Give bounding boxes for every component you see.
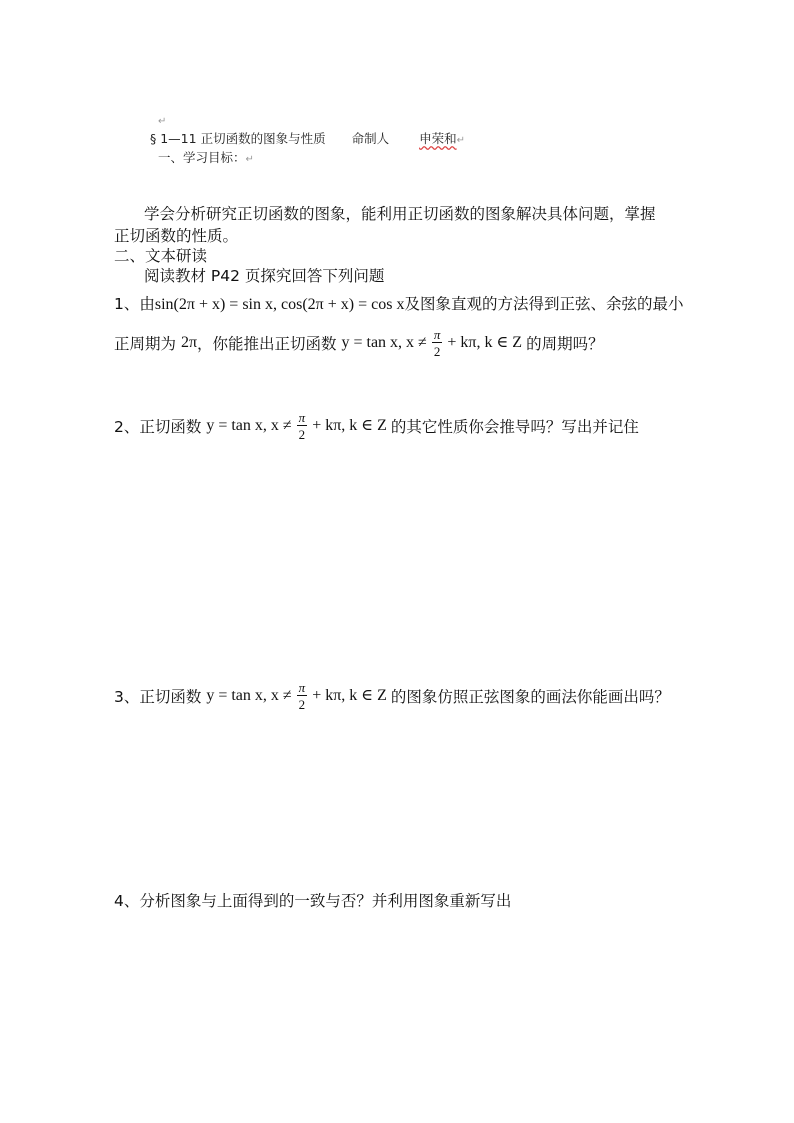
tan-def-tail: + kπ, k ∈ Z xyxy=(312,686,387,704)
fraction-numerator: π xyxy=(298,410,306,425)
question-1-line-2 xyxy=(114,328,604,358)
q1-prefix: 1、由 xyxy=(114,295,155,313)
q2-prefix: 2、正切函数 xyxy=(114,418,202,436)
paragraph-mark: ↵ xyxy=(456,135,465,146)
q1-line2-suffix: 的周期吗？ xyxy=(526,335,604,353)
fraction-numerator: π xyxy=(298,680,306,695)
tan-def-tail: + kπ, k ∈ Z xyxy=(312,416,387,434)
objectives-heading-text: 一、学习目标： xyxy=(158,150,246,165)
tan-def-lead: y = tan x, x ≠ xyxy=(341,333,427,351)
q1-line2-mid: ，你能推出正切函数 xyxy=(197,335,337,353)
question-1-line-1 xyxy=(114,292,683,314)
two-pi: 2π xyxy=(180,334,198,351)
paragraph-mark: ↵ xyxy=(245,154,254,165)
q3-suffix: 的图象仿照正弦图象的画法你能画出吗？ xyxy=(390,688,670,706)
pi-over-two-fraction xyxy=(297,411,308,441)
question-3 xyxy=(114,681,670,711)
objectives-line-2: 正切函数的性质。 xyxy=(114,227,239,245)
objectives-line-1: 学会分析研究正切函数的图象，能利用正切函数的图象解决具体问题，掌握 xyxy=(144,205,656,223)
q1-mid: 及图象直观 xyxy=(404,295,482,313)
pi-over-two-fraction xyxy=(432,328,443,358)
header-title: 1—11 正切函数的图象与性质 xyxy=(160,131,326,146)
tan-def-lead: y = tan x, x ≠ xyxy=(206,416,292,434)
fraction-denominator: 2 xyxy=(298,427,306,442)
q2-suffix: 的其它性质你会推导吗？写出并记住 xyxy=(390,418,639,436)
q1-suffix: 的方法得到正弦、余弦的最小 xyxy=(481,295,684,313)
fraction-denominator: 2 xyxy=(433,344,441,359)
pi-over-two-fraction xyxy=(297,681,308,711)
q1-line2-prefix: 正周期为 xyxy=(114,335,177,353)
sin-cos-identity: sin(2π + x) = sin x, cos(2π + x) = cos x xyxy=(154,296,405,313)
question-2 xyxy=(114,411,639,441)
tan-def-lead: y = tan x, x ≠ xyxy=(206,686,292,704)
objectives-heading xyxy=(158,148,254,166)
tan-def-tail: + kπ, k ∈ Z xyxy=(447,333,523,351)
section-mark: § xyxy=(150,131,157,146)
tan-domain-expression xyxy=(341,327,526,359)
q3-prefix: 3、正切函数 xyxy=(114,688,202,706)
study-instruction: 阅读教材 P42 页探究回答下列问题 xyxy=(144,267,385,285)
author-label: 命制人 xyxy=(351,131,390,146)
fraction-denominator: 2 xyxy=(298,697,306,712)
question-4: 4、分析图象与上面得到的一致与否？并利用图象重新写出 xyxy=(114,892,512,910)
study-heading: 二、文本研读 xyxy=(114,247,208,265)
document-header xyxy=(150,129,465,147)
fraction-numerator: π xyxy=(433,327,441,342)
return-mark: ↵ xyxy=(158,116,167,127)
tan-domain-expression xyxy=(206,410,391,442)
author-name: 申荣和 xyxy=(419,131,457,146)
tan-domain-expression xyxy=(206,680,391,712)
